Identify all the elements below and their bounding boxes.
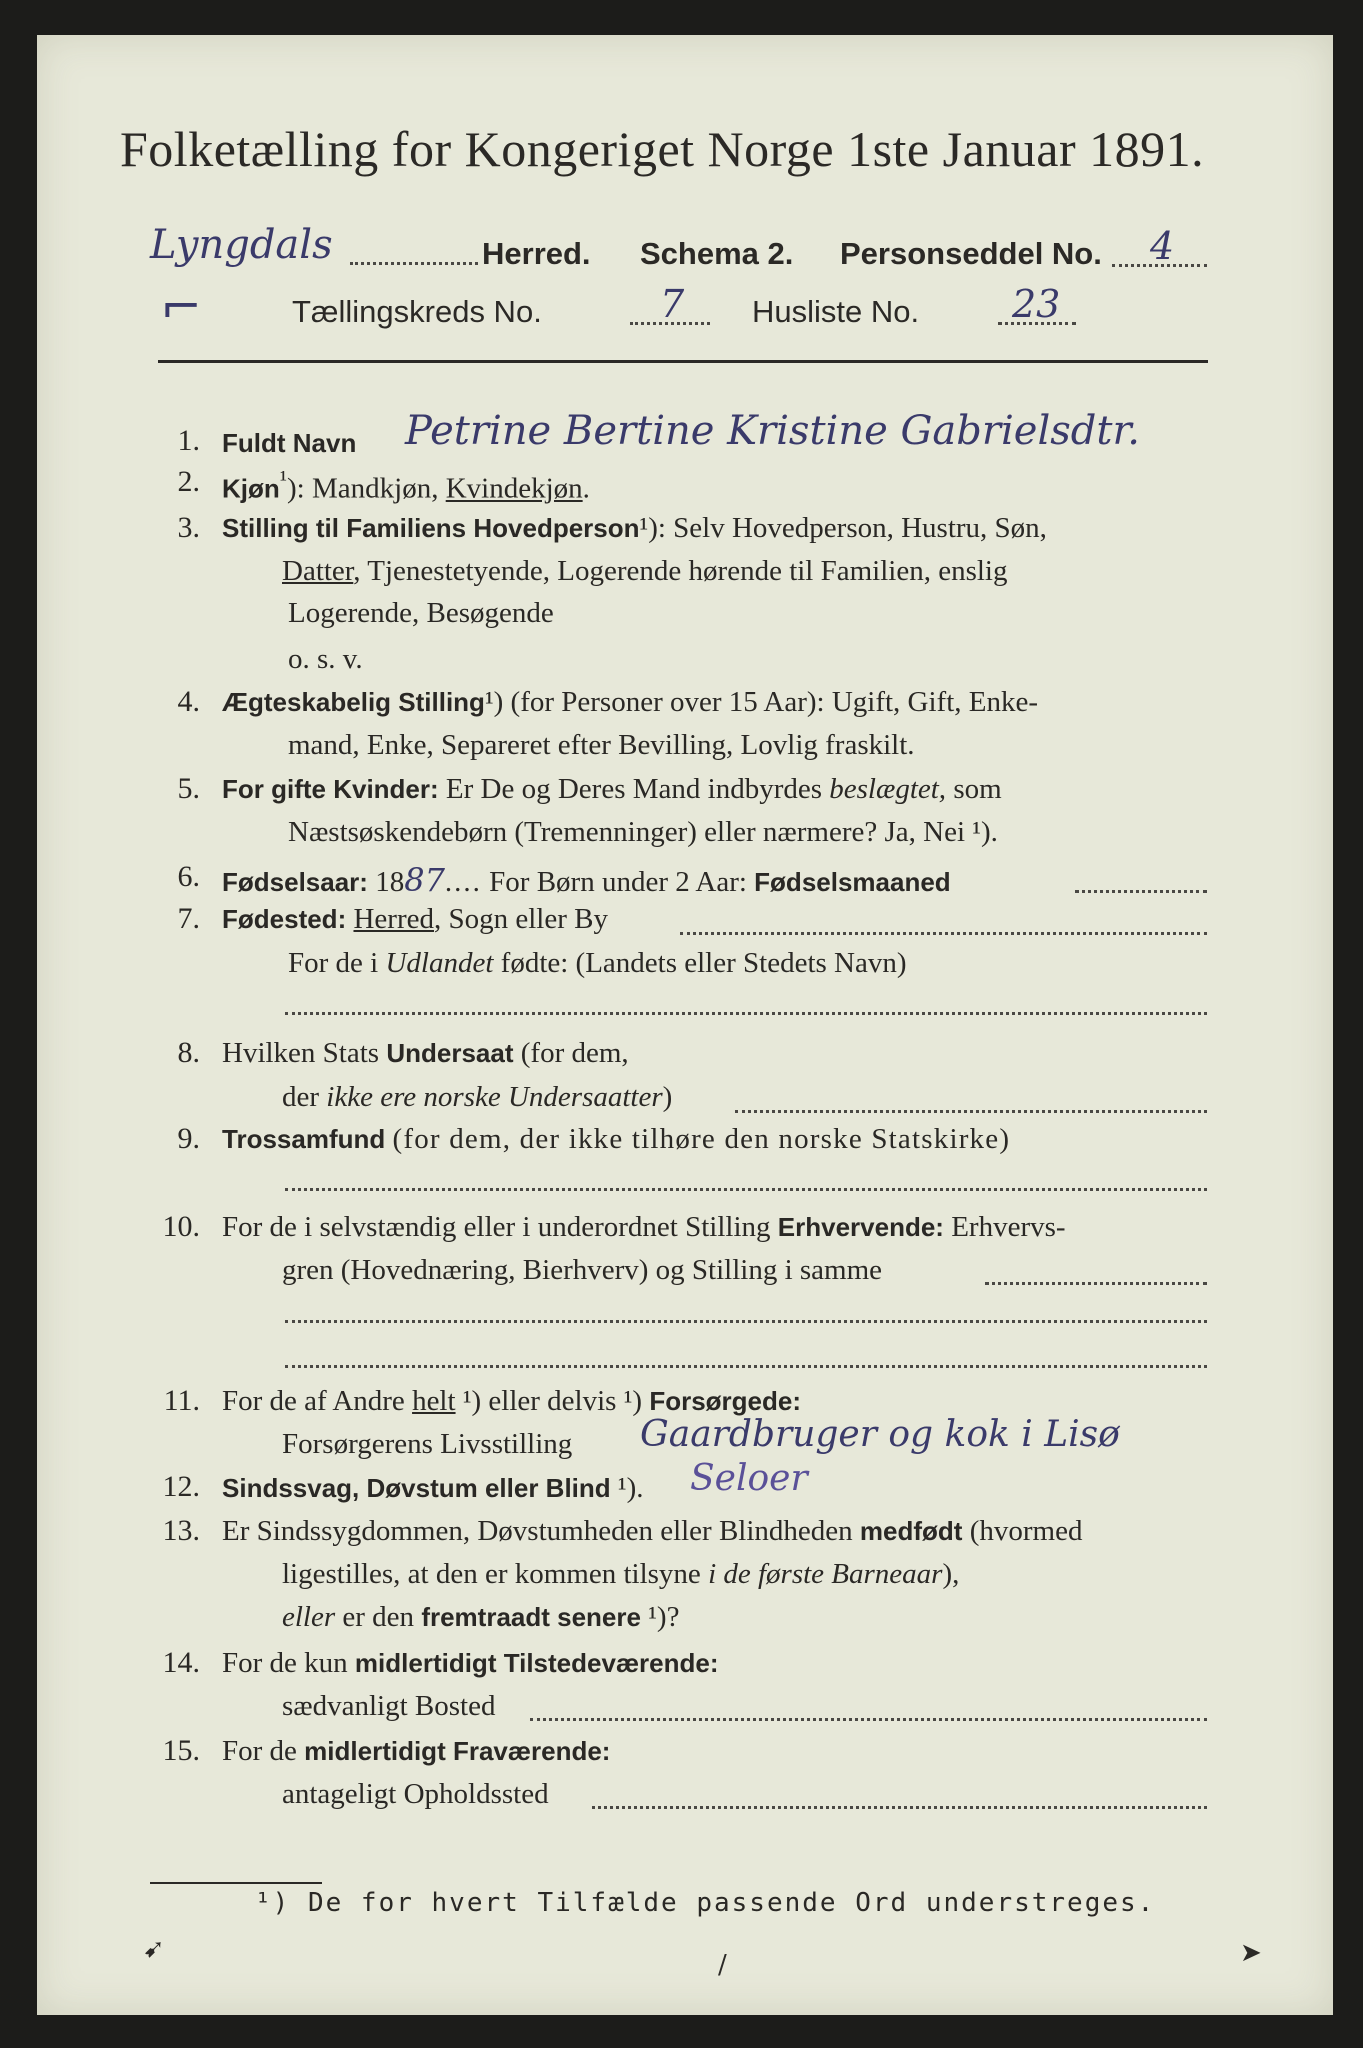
schema-label: Schema 2. (640, 236, 794, 271)
q11-number: 11. (163, 1384, 200, 1417)
q10-dots1 (985, 1282, 1207, 1285)
scan-mark-right: ➤ (1240, 1938, 1262, 1968)
q13-line2 (282, 1558, 959, 1591)
q6-label: Fødselsaar: (222, 867, 368, 897)
q13-text3c: ¹)? (640, 1601, 680, 1633)
q2-kvindekjon-underlined: Kvindekjøn (445, 472, 583, 505)
kreds-label: Tællingskreds No. (292, 294, 542, 329)
herred-value: Lyngdals (150, 222, 333, 268)
q4-line1 (222, 686, 1038, 719)
q13-line3 (282, 1601, 679, 1634)
kreds-value: 7 (660, 282, 685, 326)
q7-text1b: , Sogn eller By (434, 903, 608, 935)
q11-text1a: For de af Andre (222, 1385, 413, 1417)
q3-text4: o. s. v. (288, 643, 363, 675)
q6-number: 6. (177, 860, 200, 893)
q14-number: 14. (162, 1646, 200, 1679)
q8-text1b: (for dem, (513, 1037, 629, 1069)
q12-value: Seloer (690, 1458, 808, 1499)
personseddel-dots (1112, 264, 1207, 267)
q13-text2b: i de første Barneaar (708, 1558, 943, 1590)
q1-value: Petrine Bertine Kristine Gabrielsdtr. (405, 408, 1140, 454)
kreds-dots (630, 322, 710, 325)
q15-text2: antageligt Opholdssted (282, 1778, 549, 1810)
q10-text1b: Erhvervs- (943, 1211, 1066, 1243)
q7-herred-underlined: Herred (353, 903, 434, 935)
q10-text2: gren (Hovednæring, Bierhverv) og Stilling i samme (282, 1254, 883, 1286)
q8-text2c: ) (662, 1081, 673, 1113)
q10-line1 (222, 1211, 1066, 1244)
q8-label: Undersaat (386, 1038, 514, 1068)
q12-number: 12. (162, 1470, 200, 1503)
kreds-flourish: ⌐ (160, 278, 202, 336)
q13-text1b: (hvormed (962, 1515, 1083, 1547)
q13-text2c: ), (942, 1558, 960, 1590)
q11-text1c: ¹) eller delvis ¹) (455, 1385, 650, 1417)
q5-text1a: Er De og Deres Mand indbyrdes (445, 773, 830, 805)
q1-label: Fuldt Navn (222, 428, 357, 458)
q4-number: 4. (177, 685, 200, 718)
q2-number: 2. (177, 465, 200, 498)
personseddel-value: 4 (1150, 224, 1175, 268)
q13-text3a: eller (282, 1601, 336, 1633)
q11-helt-underlined: helt (412, 1385, 456, 1417)
q6-line: Fødselsaar: 1887.... For Børn under 2 Aar: Fødselsmaaned (222, 861, 951, 899)
q10-label: Erhvervende: (777, 1212, 944, 1242)
personseddel-label: Personseddel No. (840, 236, 1102, 271)
q5-text2: Næstsøskendebørn (Tremenninger) eller nærmere? Ja, Nei ¹). (288, 816, 998, 848)
q15-label: midlertidigt Fraværende: (304, 1736, 611, 1766)
q1-number: 1. (177, 424, 200, 457)
q5-line1 (222, 773, 1002, 806)
q3-line1 (222, 512, 1047, 545)
q13-line1 (222, 1515, 1082, 1548)
q12-label: Sindssvag, Døvstum eller Blind (222, 1473, 611, 1503)
q6-value: 87 (404, 861, 445, 899)
q3-label: Stilling til Familiens Hovedperson (222, 513, 640, 543)
q11-value: Gaardbruger og kok i Lisø (640, 1414, 1120, 1455)
q4-text1: ¹) (for Personer over 15 Aar): Ugift, Gift, Enke- (484, 686, 1039, 718)
herred-dots (350, 262, 478, 265)
q9-text: (for dem, der ikke tilhøre den norske Statskirke) (392, 1123, 1011, 1155)
q3-text3: Logerende, Besøgende (288, 597, 554, 629)
q3-datter-underlined: Datter (282, 555, 354, 587)
q13-number: 13. (162, 1514, 200, 1547)
q5-text1b: beslægtet, (829, 773, 947, 805)
husliste-value: 23 (1012, 282, 1061, 326)
q13-text2a: ligestilles, at den er kommen tilsyne (282, 1558, 709, 1590)
q7-dots1 (680, 932, 1207, 935)
q13-text1a: Er Sindssygdommen, Døvstumheden eller Blindheden (222, 1515, 860, 1547)
q2-text-a: ): Mandkjøn, (287, 472, 446, 505)
q4-text2: mand, Enke, Separeret efter Bevilling, Lovlig fraskilt. (288, 729, 915, 761)
q2-line (222, 466, 590, 506)
q7-line1 (222, 903, 608, 936)
q15-dots (592, 1806, 1207, 1809)
q9-label: Trossamfund (222, 1124, 386, 1154)
q7-label: Fødested: (222, 904, 347, 934)
q11-text2: Forsørgerens Livsstilling (282, 1428, 573, 1460)
q3-line2 (282, 555, 1007, 588)
husliste-label: Husliste No. (752, 294, 920, 329)
q8-text2a: der (282, 1081, 327, 1113)
q3-text1: ¹): Selv Hovedperson, Hustru, Søn, (639, 512, 1047, 544)
q7-text2a: For de i (288, 947, 386, 979)
footnote-text: ¹) De for hvert Tilfælde passende Ord understreges. (255, 1888, 1156, 1918)
q2-label: Kjøn (222, 473, 280, 504)
q14-text1a: For de kun (222, 1647, 355, 1679)
q12-line (222, 1472, 644, 1505)
q5-text1c: som (946, 773, 1002, 805)
q2-sup: ¹ (279, 466, 288, 493)
q15-number: 15. (162, 1734, 200, 1767)
herred-label: Herred. (482, 236, 591, 271)
q15-text1a: For de (222, 1735, 305, 1767)
q4-label: Ægteskabelig Stilling (222, 687, 485, 717)
q7-line2 (288, 947, 907, 980)
q14-label: midlertidigt Tilstedeværende: (354, 1648, 719, 1678)
q10-dots3 (285, 1365, 1207, 1368)
q13-text3b: er den (335, 1601, 422, 1633)
q15-line1 (222, 1735, 610, 1768)
q6-label2: Fødselsmaaned (754, 867, 951, 897)
q9-dots (285, 1188, 1207, 1191)
form-title: Folketælling for Kongeriget Norge 1ste Januar 1891. (120, 121, 1205, 177)
q10-dots2 (285, 1320, 1207, 1323)
q8-text1a: Hvilken Stats (222, 1037, 387, 1069)
q5-number: 5. (177, 772, 200, 805)
q5-label: For gifte Kvinder: (222, 774, 439, 804)
q8-dots (735, 1110, 1207, 1113)
husliste-dots (998, 322, 1076, 325)
q7-number: 7. (177, 902, 200, 935)
q3-number: 3. (177, 511, 200, 544)
q9-number: 9. (177, 1122, 200, 1155)
q6-text: For Børn under 2 Aar: (489, 866, 747, 898)
q8-number: 8. (177, 1036, 200, 1069)
q6-prefix: 18 (375, 866, 405, 898)
q9-line (222, 1123, 1010, 1156)
q7-text2b: Udlandet (385, 947, 494, 979)
footnote-rule (150, 1882, 322, 1884)
q12-sup: ¹). (610, 1472, 644, 1504)
q3-text2: , Tjenestetyende, Logerende hørende til Familien, enslig (353, 555, 1008, 587)
q7-dots2 (285, 1012, 1207, 1015)
q8-text2b: ikke ere norske Undersaatter (326, 1081, 663, 1113)
q14-text2: sædvanligt Bosted (282, 1690, 496, 1722)
q11-label: Forsørgede: (649, 1386, 801, 1416)
q13-label2: fremtraadt senere (421, 1602, 641, 1632)
q10-text1a: For de i selvstændig eller i underordnet Stilling (222, 1211, 778, 1243)
q14-dots (530, 1718, 1207, 1721)
q6-dots (1075, 890, 1207, 893)
scan-mark-bottom: / (718, 1950, 727, 1980)
q8-line1 (222, 1037, 629, 1070)
q8-line2 (282, 1081, 672, 1114)
q14-line1 (222, 1647, 719, 1680)
q2-text-c: . (582, 472, 590, 505)
header-rule (158, 360, 1208, 363)
q7-text2c: fødte: (Landets eller Stedets Navn) (493, 947, 907, 979)
q13-label: medfødt (859, 1516, 963, 1546)
scan-mark-left: ➹ (143, 1934, 165, 1964)
q10-number: 10. (162, 1210, 200, 1243)
